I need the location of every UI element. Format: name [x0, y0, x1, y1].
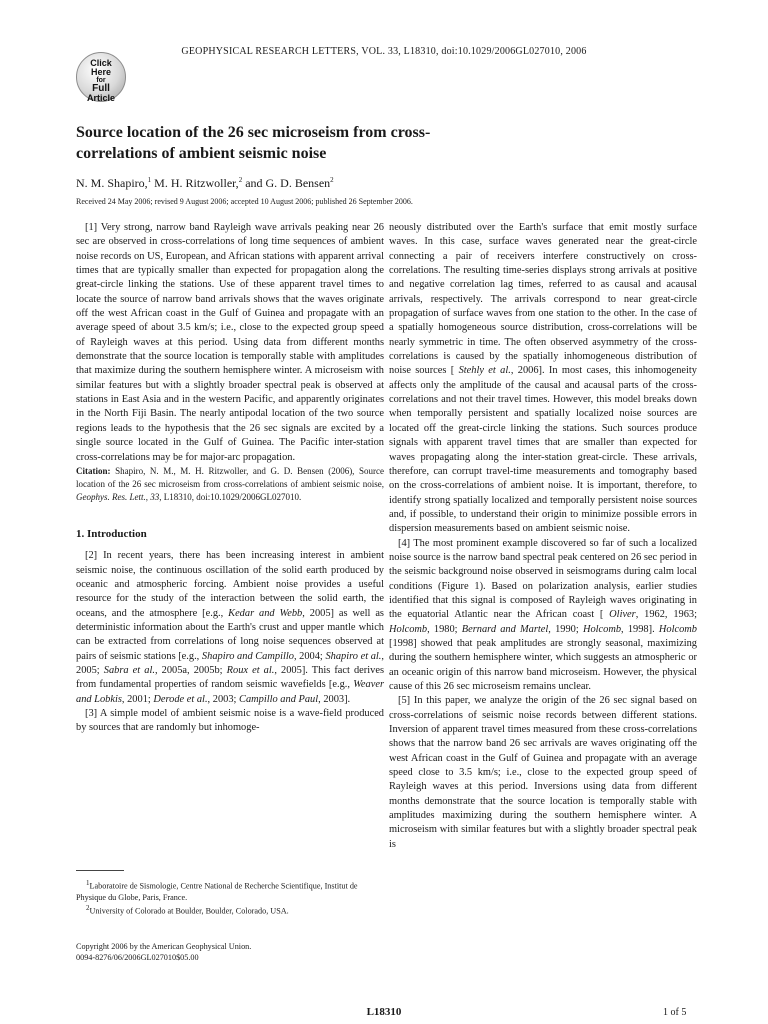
reference-citation: Kedar and Webb — [228, 607, 303, 619]
body-text: , 2005] as well as deterministic information about the Earth's crust and upper mantle which can be extracted from correlations of long noise sequences observed at pairs of seismic stations [e.g., — [76, 607, 384, 662]
author-name: and G. D. Bensen — [245, 176, 331, 190]
page-number: 1 of 5 — [663, 1007, 687, 1018]
journal-header: GEOPHYSICAL RESEARCH LETTERS, VOL. 33, L18310, doi:10.1029/2006GL027010, 2006 — [181, 46, 587, 57]
reference-citation: Oliver — [609, 609, 636, 621]
body-text: , 2003; — [207, 693, 237, 705]
author-list — [76, 176, 334, 191]
author-affiliation-mark: 2 — [330, 176, 334, 184]
body-text: neously distributed over the Earth's surface that emit mostly surface waves. In this case, surface waves generated near the great-circle connecting a pair of receivers interfere constructively on cross-correlations. The resulting time-series displays strong arrivals at positive and negative correlation lag times, referred to as causal and acausal arrivals, respectively. The arrivals correspond to near great-circle propagation of surface waves from one station to the other. In the case of a spatially homogeneous source distribution, cross-correlations will be nearly symmetric in time. The often observed asymmetry of the cross-correlations is caused by the spatially inhomogeneous distribution of noise sources [ — [389, 222, 697, 377]
badge-text-full: Full — [92, 83, 110, 94]
reference-citation: Holcomb — [582, 623, 622, 635]
citation-doi: L18310, doi:10.1029/2006GL027010. — [163, 491, 302, 502]
reference-citation: Shapiro and Campillo — [201, 650, 294, 662]
paragraph-marker: [2] — [85, 550, 98, 562]
body-text: , 2001; — [121, 693, 151, 705]
author-name: N. M. Shapiro, — [76, 176, 148, 190]
body-text: The most prominent example discovered so far of such a localized noise source is the narrow band spectral peak centered on 26 sec period in the seismic background noise observed in seismograms during calm local conditions (Figure 1). Based on polarization analysis, earlier studies identified that this signal is composed of Rayleigh waves originating in the equatorial Atlantic near the African coast [ — [389, 537, 697, 621]
intro-paragraph-2 — [76, 549, 384, 707]
reference-citation: Bernard and Martel — [461, 623, 549, 635]
reference-citation: Roux et al. — [226, 664, 275, 676]
section-heading: 1. Introduction — [76, 527, 147, 540]
body-text: In this paper, we analyze the origin of the 26 sec signal based on cross-correlations of seismic noise records between different stations. Inversion of apparent travel times measured from these cross-correlations shows that the narrow band 26 sec arrivals are waves originating off the west African coast in the Gulf of Guinea and propagate with an average speed close to 3.5 km/s; i.e., close to the expected group speed of Rayleigh waves at this period. Inversions using data from different months demonstrate that the source location is temporally stable with amplitudes maximizing during the southern hemisphere winter. A microseism with similar features but with a slightly broader spectral peak is — [389, 695, 697, 850]
body-text: , 2005a, 2005b; — [154, 664, 223, 676]
body-text: , 1980; — [427, 623, 458, 635]
footnote-divider — [76, 870, 124, 871]
abstract-text: Very strong, narrow band Rayleigh wave arrivals peaking near 26 sec are observed in cross-correlations of long time sequences of ambient noise records on US, European, and African stations with apparent arrival times that are typically smaller than expected for propagation along the great-circle linking the stations. Use of these apparent travel times to locate the source of narrow band arrivals shows that the waves originate off the west African coast in the Gulf of Guinea and propagate with an average speed of about 3.5 km/s; i.e., close to the expected group speed of Rayleigh waves at this period. Using data from different months demonstrate that the source location is temporally stable with amplitudes that maximize during the southern hemisphere winter. A microseism with similar features but with a slightly broader spectral peak is observed at stations in East Asia and in the western Pacific, and apparently originates in the North Fiji Basin. The nearly antipodal location of the two source regions leads to the hypothesis that the 26 sec signals are excited by a single source located in the Gulf of Guinea. The Pacific inter-station cross-correlations may be for major-arc propagation. — [76, 222, 384, 463]
citation-volume: 33 — [150, 491, 160, 502]
paragraph-marker: [4] — [398, 537, 411, 549]
right-column — [389, 221, 697, 852]
body-text: , 2005; — [76, 650, 384, 676]
reference-citation: Derode et al. — [153, 693, 208, 705]
copyright-line: Copyright 2006 by the American Geophysical Union. — [76, 942, 252, 951]
body-text: [1998] showed that peak amplitudes are strongly seasonal, maximizing during the southern hemisphere winter, which suggests an atmospheric or an oceanic origin of this narrow band microseism. However, the physical cause of this 26 sec microseism remains unclear. — [389, 637, 697, 692]
footnote-text: Laboratoire de Sismologie, Centre National de Recherche Scientifique, Institut de Physique du Globe, Paris, France. — [76, 881, 358, 902]
body-text: A simple model of ambient seismic noise is a wave-field produced by sources that are randomly but inhomoge- — [76, 707, 385, 734]
intro-paragraph-3 — [76, 707, 384, 736]
paragraph-marker: [5] — [398, 695, 411, 707]
citation-label: Citation: — [76, 465, 111, 476]
citation-block: Citation: Shapiro, N. M., M. H. Ritzwoller, and G. D. Bensen (2006), Source location of the 26 sec microseism from cross-correlations of ambient seismic noise, Geophys. Res. Lett., 33, L18310, doi:10.1029/2006GL027010. — [76, 465, 385, 502]
footnotes — [76, 878, 384, 916]
intro-paragraph-5 — [389, 694, 697, 852]
body-text: , 2004; — [293, 650, 323, 662]
footnote-number: 2 — [86, 903, 90, 912]
body-text: In recent years, there has been increasing interest in ambient seismic noise, the continuous oscillation of the solid earth produced by oceanic and atmospheric forcing. Ambient noise provides a useful resource for the study of the interaction between the solid earth, the oceans, and the atmosphere [e.g., — [76, 550, 385, 619]
reference-citation: Campillo and Paul — [239, 693, 319, 705]
intro-paragraph-4 — [389, 537, 697, 695]
footnote-1 — [76, 878, 384, 903]
reference-citation: Sabra et al. — [103, 664, 155, 676]
badge-text-click: Click — [90, 58, 112, 68]
author-affiliation-mark: 1 — [147, 176, 152, 184]
author-affiliation-mark: 2 — [238, 176, 243, 184]
footnote-2 — [76, 903, 384, 917]
paragraph-marker: [3] — [85, 707, 98, 719]
footnote-number: 1 — [86, 879, 90, 887]
footnote-text: University of Colorado at Boulder, Boulder, Colorado, USA. — [89, 906, 289, 916]
paragraph-marker: [1] — [85, 222, 98, 233]
body-text: , 1962, 1963; — [635, 609, 697, 621]
badge-text-for: for — [96, 77, 106, 84]
abstract-paragraph — [76, 221, 384, 465]
body-text: , 1998]. — [621, 623, 655, 635]
badge-text-article: Article — [86, 93, 115, 103]
article-id-footer: L18310 — [366, 1006, 402, 1018]
article-title: Source location of the 26 sec microseism from cross-correlations of ambient seismic noise — [76, 124, 431, 162]
body-text: , 1990; — [548, 623, 579, 635]
reference-citation: Stehly et al. — [458, 365, 511, 377]
body-text: , 2005]. This fact derives from fundamental properties of random seismic wavefields [e.g., — [76, 664, 384, 691]
body-text: , 2003]. — [318, 693, 351, 705]
copyright-notice — [76, 941, 251, 963]
reference-citation: Weaver and Lobkis — [76, 679, 384, 705]
reference-citation: Holcomb — [389, 623, 428, 635]
badge-text-here: Here — [90, 67, 111, 77]
issn-line: 0094-8276/06/2006GL027010$05.00 — [76, 953, 199, 962]
body-text: , 2006]. In most cases, this inhomogeneity affects only the amplitude of the causal and acausal parts of the cross-correlations and not their travel times. However, this model breaks down when temporally persistent and spatially localized noise sources are located off the great-circle linking the stations. Such sources produce signals with apparent travel times that are smaller than expected for waves propagating along the inter-station great-circle. These arrivals, therefore, can corrupt travel-time measurements and tomography based on the cross-correlations of ambient noise. It is important, therefore, to identify strong spatially localized and temporally persistent noise sources and, if possible, to understand their origin to minimize possible errors in dispersion measurements based on ambient seismic noise. — [389, 365, 697, 535]
citation-journal: Geophys. Res. Lett. — [76, 491, 146, 502]
received-dates: Received 24 May 2006; revised 9 August 2006; accepted 10 August 2006; published 26 September 2006. — [76, 197, 413, 206]
intro-paragraph-3-continued — [389, 221, 697, 537]
reference-citation: Shapiro et al. — [325, 650, 382, 662]
left-column — [76, 221, 384, 736]
citation-text: Shapiro, N. M., M. H. Ritzwoller, and G. D. Bensen (2006), Source location of the 26 sec microseism from cross-correlations of ambient seismic noise, — [76, 465, 385, 489]
reference-citation: Holcomb — [658, 623, 697, 635]
author-name: M. H. Ritzwoller, — [154, 176, 239, 190]
full-article-badge-link[interactable] — [76, 52, 126, 102]
